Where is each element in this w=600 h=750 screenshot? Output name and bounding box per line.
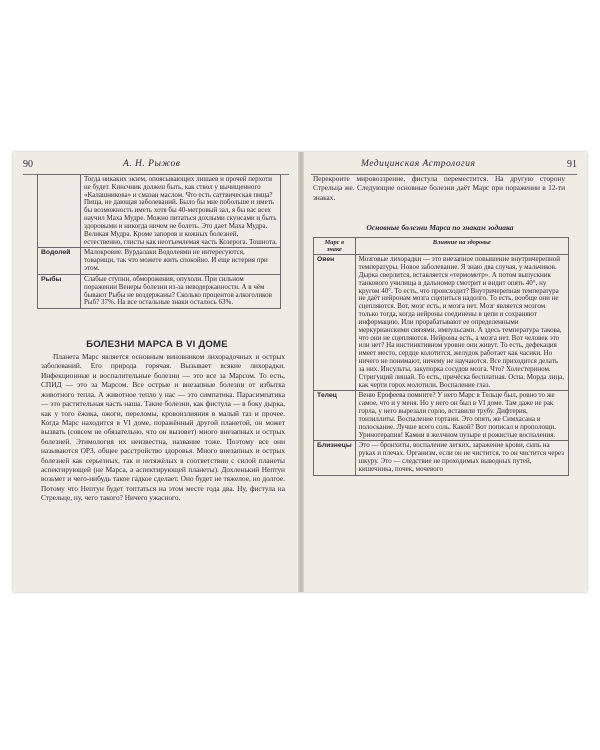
column-header-effect: Влияние на здоровье (355, 238, 568, 255)
sign-cell: Водолей (38, 248, 81, 274)
sign-cell: Овен (314, 255, 356, 391)
running-head: А. Н. Рыжов (123, 159, 181, 169)
effect-cell: Мозговые лихорадки — это внезапное повышение внутричерепной температуры. Новое заболевание. Я знаю два случая, у мальчиков. Дырка сверлится, вставляется «термометр». А потом выпускник танкового училища в дальномер смотрит и видит опять 40°, ну кругом 40°. То есть, что происходит? Внутричерепная температура не даёт нейронам мозга сцепиться надолго. То есть, вообще они не сцепляются. Вот, мозг есть, и мозга нет. Мозг является мозгом только тогда, когда нейроны соединены в цепи и сохраняют информацию. Или прорабатывают ее определенными меркурианскими связями, импульсами. А здесь температура такова, что они не сцепляются. Нейроны есть, а мозга нет. Вот человек это или нет? На инстинктивном уровне они живут. То есть, дефекация имеет место, сердце колотится, желудок работает как часики. Но ничего не понимают, ничему не научаются. Все приходится делать за них. Инсульты, закупорка сосудов мозга. Что? Холестерином. Стригущий лишай. То есть, причёска бесплатная. Оспа. Морда лица, как черти горох молотили. Воспаление глаз. (355, 255, 568, 391)
effect-cell: Это — бронхиты, воспаление легких, заражение крови, сыпь на руках и плечах. Организм, если он не чистится, то он чистится через шкуру. Это — следствие не проходимых выводных путей, кишечника, почек, мочевого (355, 441, 568, 475)
table-row (314, 391, 569, 441)
sign-cell: Телец (314, 391, 356, 441)
right-page-header (311, 158, 577, 175)
left-page (17, 152, 297, 592)
effect-cell: Тогда никаких экзем, опоясывающих лишаев и прочей перхоти не будет. Кинсчник должен быть, как ствол у вычищенного «Калашникова» и смазан маслом. Что есть саттвическая пища? Пища, не дающая заболеваний. Было бы мне побольше и иметь бы возможность иметь хотя бы 40-метровый зал, я бы вас всех научил Маха Мудре. Можно питаться дохлыми скунсами и быть здоровыми и никогда ничем не болеть. Это дает Маха Мудра. Великая Мудра. Кроме запоров и кожных болезней, естественно, глисты как неотъемлемая часть Козерога. Тошнота. (81, 175, 281, 248)
left-page-header (23, 158, 289, 175)
sign-cell (38, 175, 81, 248)
running-head: Медицинская Астрология (361, 159, 476, 169)
section-title: БОЛЕЗНИ МАРСА В VI ДОМЕ (86, 339, 228, 350)
effect-cell: Малокровие. Вурдалаки Водолеями не интересуются, товарищи, так что можете жить спокойно. И еще истерия при этом. (81, 248, 281, 274)
left-sign-table (37, 174, 281, 309)
table-header-row (314, 238, 569, 255)
effect-cell: Веню Ерофеева помните? У него Марс в Тельце был, ровно то же самое, что и у меня. Но у него он был в VI доме. Там даже не рак горла, у него вырезали горло, вставили трубу. Дифтерия, тонзиллиты. Воспаление гортани. Это опять же Симхасана и полоскание. Лучше всего соль. Какой? Вот пописал и прополощи. Уринотерапия! Камни в желчном пузыре и рожистые воспаления. (355, 391, 568, 441)
book-gutter (298, 152, 304, 592)
paragraph: Перекроите мировоззрение, фистула переместится. На другую сторону Стрельца же. Следующие основные болезни даёт Марс при поражении в 12-ти знаках. (313, 174, 565, 202)
body-text (41, 352, 285, 503)
column-header-sign: Марс в знаке (314, 238, 356, 255)
table-title: Основные болезни Марса по знакам зодиака (366, 223, 514, 232)
intro-text (313, 174, 565, 202)
right-page (305, 152, 585, 592)
effect-cell: Слабые ступни, обморожения, опухоли. При сильном поражении Венеры болезни из-за неводержанности. А в чём бывают Рыбы не воздержаны? Сколько процентов алкоголиков Рыб? 37%. На все остальные знаки осталось 63%. (81, 274, 281, 308)
table-row (314, 255, 569, 391)
mars-signs-table (313, 237, 569, 476)
table-row (314, 441, 569, 475)
table-row (38, 248, 281, 274)
sign-cell: Близнецы (314, 441, 356, 475)
sign-cell: Рыбы (38, 274, 81, 308)
paragraph: Планета Марс является основным виновником лихорадочных и острых заболеваний. Его природа горячая. Вызывает всякие лихорадки. Инфекционные и воспалительные болезни — это все за Марсом. То есть, СПИД — это за Марсом. Все острые и внезапные болезни от избытка животного тепла. А животное тепло у нас — это симпатика. Парасимпатика — это растительная часть наша. Такие болезни, как фистула — в боку дырка, как у того ёжика, ожоги, переломы, кровоизлияния в малый таз и прочее. Когда Марс находится в VI доме, поражённый другой планетой, он может вызвать (совсем не обязательно, что он вызовет) много внезапных и острых болезней. Этимология их неизвестна, название тоже. Поэтому все они называются ОРЗ, общее расстройство здоровья. Много внезапных и острых болезней как серьезных, так и нетяжёлых в соответствии с силой планеты аспектирующей (не Марса, а аспектирующей планеты). Дохленький Нептун возьмет и чего-нибудь такое гадкое сделает. Оно будет не тяжелое, но долгое. Потому что Нептун будет топтаться на этом месте года два. Ну, фистула на Стрельце, ну, чего такого? Ничего ужасного. (41, 352, 285, 503)
table-row (38, 175, 281, 248)
page-number: 90 (23, 159, 33, 170)
table-row (38, 274, 281, 308)
page-number: 91 (567, 159, 577, 170)
